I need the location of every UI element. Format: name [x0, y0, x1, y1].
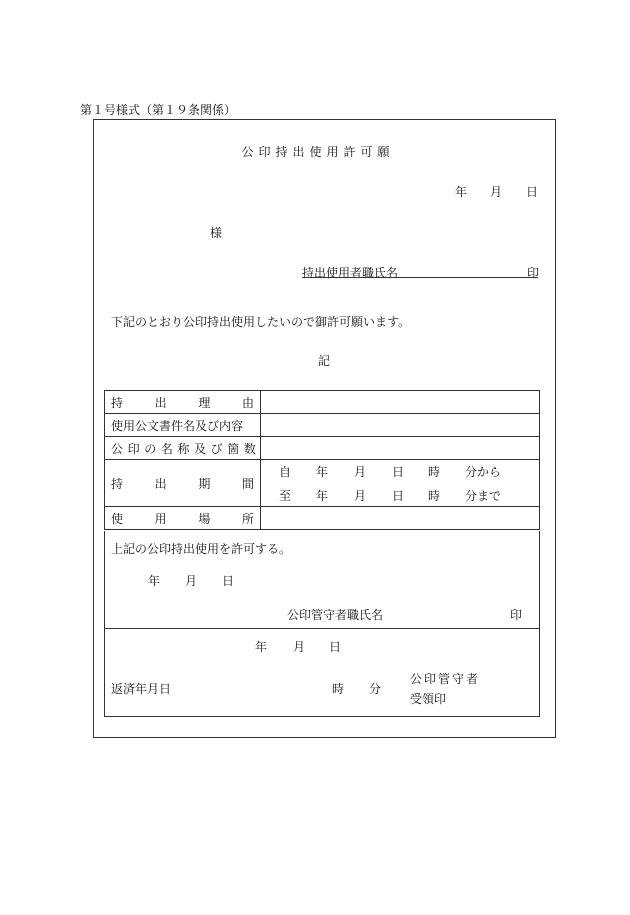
date-year: 年	[455, 185, 468, 199]
details-table	[104, 390, 540, 530]
record-heading: 記	[318, 354, 331, 368]
period-from-hour: 時	[428, 465, 441, 479]
receiver-line1: 公印管守者	[410, 672, 481, 686]
period-field[interactable]	[261, 460, 540, 507]
period-from-day: 日	[392, 465, 405, 479]
table-row	[105, 437, 540, 460]
applicant-seal: 印	[527, 266, 540, 280]
return-year: 年	[255, 640, 268, 654]
approval-year: 年	[148, 574, 161, 588]
applicant-label: 持出使用者職氏名	[302, 266, 399, 280]
return-minute: 分	[369, 682, 382, 696]
document-label: 使用公文書件名及び内容	[105, 414, 261, 437]
reason-field[interactable]	[261, 391, 540, 414]
reason-label: 持 出 理 由	[105, 391, 261, 414]
table-row	[105, 460, 540, 507]
period-label: 持 出 期 間	[105, 460, 261, 507]
table-row	[105, 391, 540, 414]
receiver-line2: 受領印	[410, 692, 447, 706]
form-number: 第１号様式（第１９条関係）	[80, 103, 237, 117]
manager-label: 公印管守者職氏名	[287, 608, 384, 622]
return-day: 日	[329, 640, 342, 654]
seal-info-field[interactable]	[261, 437, 540, 460]
document-field[interactable]	[261, 414, 540, 437]
period-from-label: 自	[279, 465, 292, 479]
period-from-month: 月	[354, 465, 367, 479]
return-label: 返済年月日	[111, 682, 172, 696]
place-field[interactable]	[261, 507, 540, 530]
approval-month: 月	[185, 574, 198, 588]
period-to-day: 日	[392, 489, 405, 503]
return-month: 月	[293, 640, 306, 654]
table-row	[105, 507, 540, 530]
period-to-month: 月	[354, 489, 367, 503]
return-hour: 時	[332, 682, 345, 696]
period-to-year: 年	[316, 489, 329, 503]
manager-seal: 印	[510, 608, 523, 622]
period-from-year: 年	[316, 465, 329, 479]
approval-day: 日	[222, 574, 235, 588]
addressee-suffix: 様	[210, 226, 223, 240]
date-day: 日	[526, 185, 539, 199]
period-to-minute: 分まで	[465, 489, 502, 503]
applicant-signature-line	[302, 277, 538, 278]
period-to-label: 至	[279, 489, 292, 503]
form-title: 公印持出使用許可願	[241, 145, 395, 159]
period-to-hour: 時	[428, 489, 441, 503]
approval-section	[104, 531, 540, 717]
table-row	[105, 414, 540, 437]
seal-info-label: 公 印 の 名 称 及 び 箇 数	[105, 437, 261, 460]
approval-text: 上記の公印持出使用を許可する。	[111, 542, 292, 556]
place-label: 使 用 場 所	[105, 507, 261, 530]
period-from-minute: 分から	[465, 465, 502, 479]
section-divider	[105, 628, 539, 629]
request-text: 下記のとおり公印持出使用したいので御許可願います。	[111, 315, 411, 329]
date-month: 月	[490, 185, 503, 199]
